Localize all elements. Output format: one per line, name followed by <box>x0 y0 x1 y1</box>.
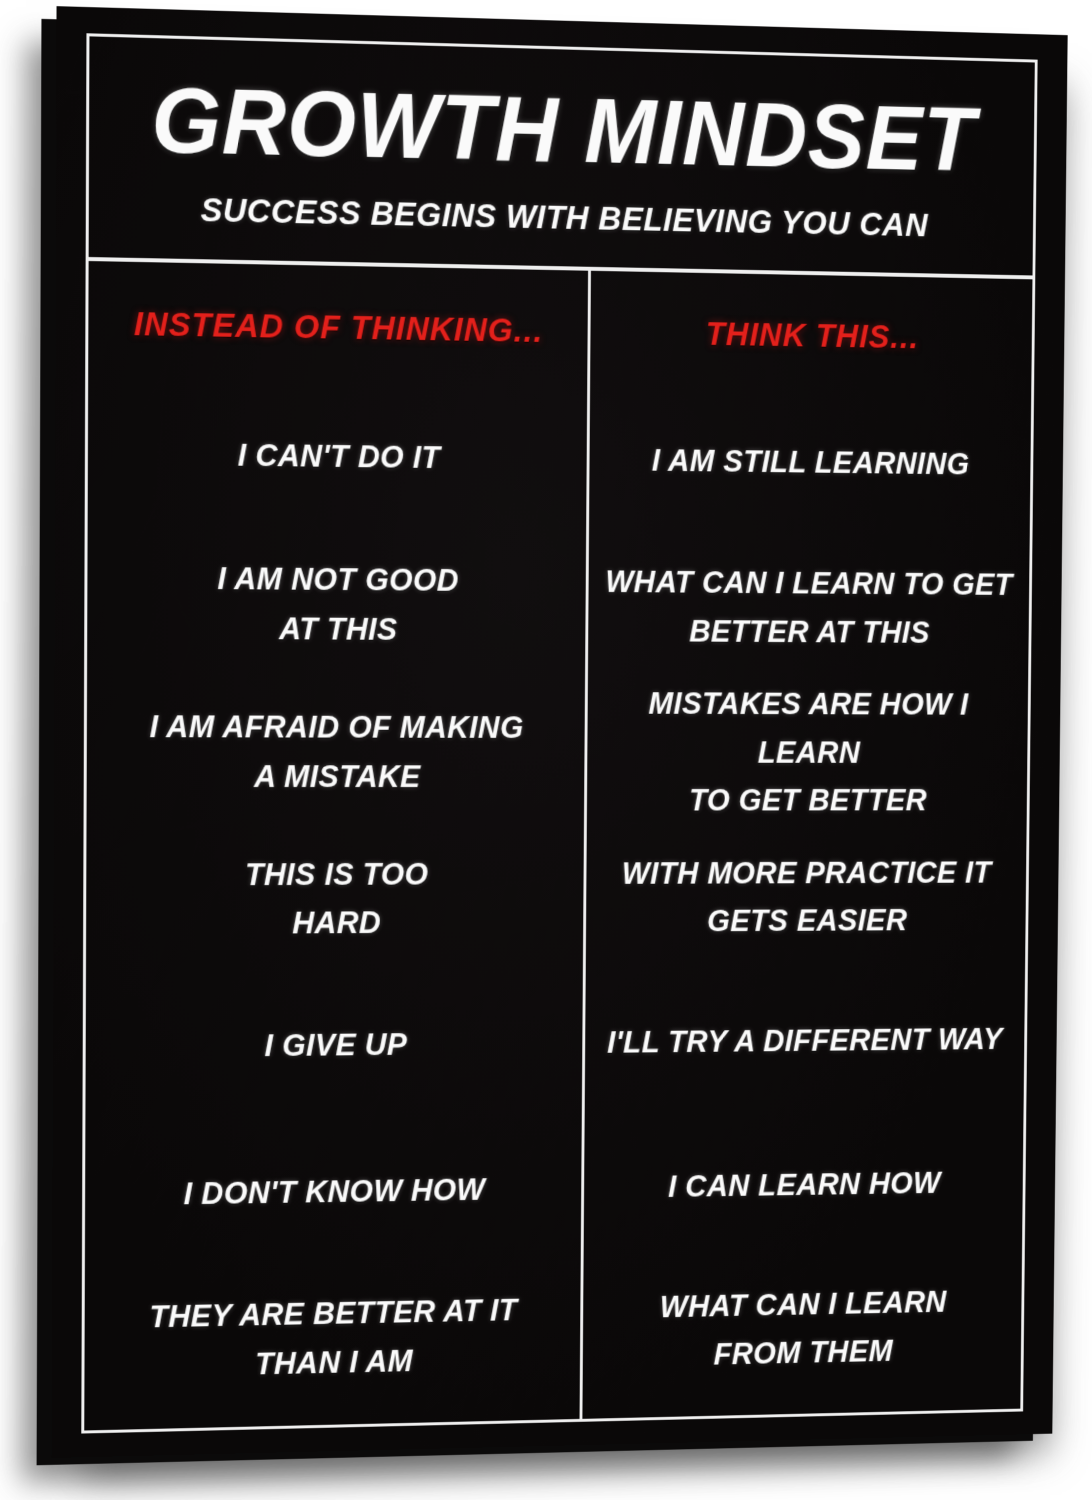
column-instead-of-thinking <box>84 261 587 1431</box>
poster-title: GROWTH MINDSET <box>151 69 977 191</box>
column-header-think: THINK THIS... <box>705 314 920 355</box>
mindset-item: I GIVE UP <box>264 1027 408 1064</box>
poster-subtitle: SUCCESS BEGINS WITH BELIEVING YOU CAN <box>200 190 929 243</box>
mindset-item: WHAT CAN I LEARN FROM THEM <box>659 1284 947 1371</box>
mindset-item: I AM AFRAID OF MAKING A MISTAKE <box>149 709 524 794</box>
mindset-item: I'LL TRY A DIFFERENT WAY <box>607 1022 1003 1060</box>
mindset-item: I AM STILL LEARNING <box>651 443 970 482</box>
mindset-item: MISTAKES ARE HOW I LEARN TO GET BETTER <box>648 686 969 818</box>
mindset-item: I CAN LEARN HOW <box>667 1165 941 1204</box>
canvas-print <box>51 6 1067 1458</box>
poster-front <box>51 6 1067 1458</box>
columns-area <box>84 261 1032 1431</box>
title-block <box>89 36 1035 279</box>
mindset-item: I CAN'T DO IT <box>237 437 441 476</box>
mindset-item: WHAT CAN I LEARN TO GET BETTER AT THIS <box>605 564 1013 650</box>
column-think-this <box>582 270 1032 1419</box>
mindset-item: WITH MORE PRACTICE IT GETS EASIER <box>621 855 992 939</box>
mindset-item: THEY ARE BETTER AT IT THAN I AM <box>149 1292 518 1381</box>
poster-border <box>81 33 1037 1433</box>
column-header-instead: INSTEAD OF THINKING... <box>133 304 544 349</box>
mindset-item: I DON'T KNOW HOW <box>183 1172 486 1212</box>
mindset-item: THIS IS TOO HARD <box>244 856 429 941</box>
mindset-item: I AM NOT GOOD AT THIS <box>217 561 459 647</box>
